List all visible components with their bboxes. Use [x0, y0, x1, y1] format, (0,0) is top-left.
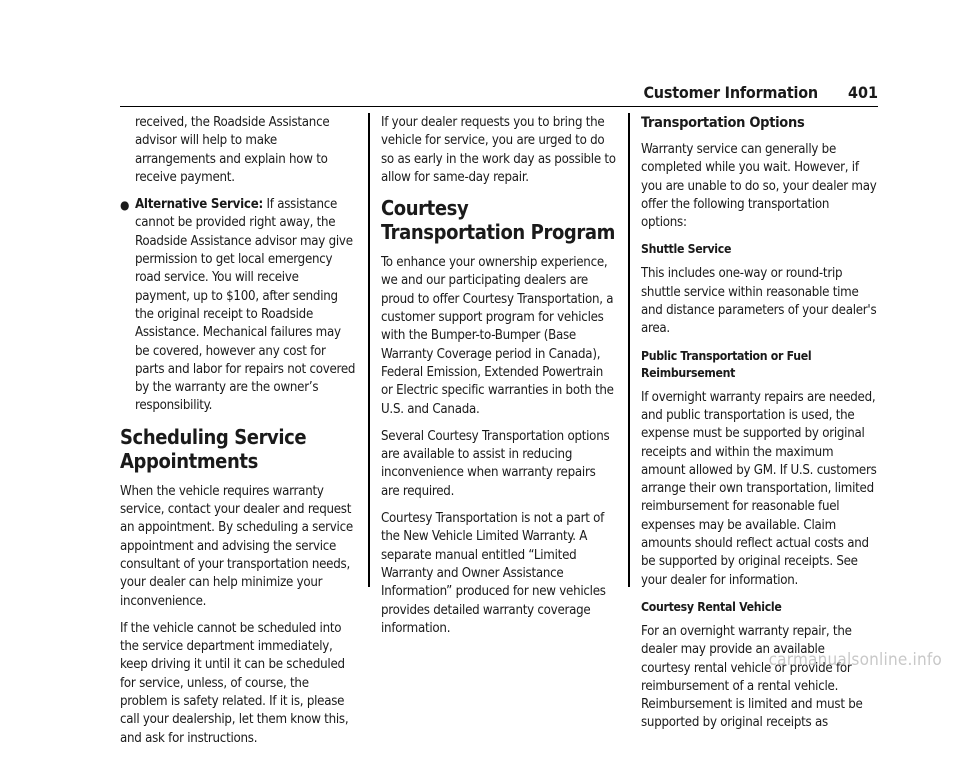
column-2 [381, 114, 617, 647]
bullet-icon: ● [120, 198, 130, 213]
courtesy-paragraph-1: To enhance your ownership experience, we and our participating dealers are proud to offer Courtesy Transportation, a customer support program for vehicles with the Bumper-to-Bumper (Base Warranty Coverage period in Canada), Federal Emission, Extended Powertrain or Electric specific warranties in both the U.S. and Canada. [381, 255, 614, 417]
same-day-paragraph: If your dealer requests you to bring the vehicle for service, you are urged to do so as early in the work day as possible to allow for same-day repair. [381, 115, 616, 185]
page-number: 401 [847, 83, 878, 102]
public-transport-subheading: Public Transportation or Fuel Reimbursement [641, 348, 812, 380]
scheduling-paragraph-1: When the vehicle requires warranty service, contact your dealer and request an appointment. By scheduling a service appointment and advising the service consultant of your transportation needs, your dealer can help minimize your inconvenience. [120, 483, 353, 609]
scheduling-heading: Scheduling Service Appointments [120, 424, 307, 473]
page-header [120, 80, 878, 107]
scheduling-paragraph-2: If the vehicle cannot be scheduled into the service department immediately, keep driving it until it can be scheduled for service, unless, of course, the problem is safety related. If it is, please call your dealership, let them know this, and ask for instructions. [120, 620, 349, 746]
bullet-label: Alternative Service: [135, 197, 263, 213]
transportation-paragraph-1: Warranty service can generally be completed while you wait. However, if you are unable to do so, your dealer may offer the following transportation options: [641, 142, 877, 231]
rental-vehicle-subheading: Courtesy Rental Vehicle [641, 599, 782, 614]
column-3 [641, 114, 877, 742]
column-divider-2 [628, 113, 630, 587]
courtesy-heading: Courtesy Transportation Program [381, 196, 615, 245]
courtesy-paragraph-2: Several Courtesy Transportation options are available to assist in reducing inconvenience when warranty repairs are required. [381, 428, 610, 499]
column-1 [120, 114, 356, 757]
watermark: carmanualsonline.info [768, 650, 942, 670]
shuttle-service-paragraph: This includes one-way or round-trip shuttle service within reasonable time and distance parameters of your dealer's area. [641, 266, 877, 337]
rental-vehicle-paragraph: For an overnight warranty repair, the dealer may provide an available courtesy rental vehicle or provide for reimbursement of a rental vehicle. Reimbursement is limited and must be supported by original receipts as [641, 623, 863, 731]
bullet-text: If assistance cannot be provided right away, the Roadside Assistance advisor may give permission to get local emergency road service. You will receive payment, up to $100, after sending the original receipt to Roadside Assistance. Mechanical failures may be covered, however any cost for parts and labor for repairs not covered by the warranty are the owner’s responsibility. [135, 197, 356, 414]
header-title: Customer Information [643, 83, 818, 102]
transportation-options-heading: Transportation Options [641, 115, 805, 131]
roadside-intro-paragraph: received, the Roadside Assistance advisor will help to make arrangements and explain how to receive payment. [135, 115, 330, 185]
column-divider-1 [368, 113, 370, 587]
courtesy-paragraph-3: Courtesy Transportation is not a part of the New Vehicle Limited Warranty. A separate manual entitled “Limited Warranty and Owner Assistance Information” produced for new vehicles provides detailed warranty coverage information. [381, 511, 606, 636]
alternative-service-bullet [120, 196, 356, 416]
shuttle-service-subheading: Shuttle Service [641, 242, 732, 257]
public-transport-paragraph: If overnight warranty repairs are needed, and public transportation is used, the expense must be supported by original receipts and within the maximum amount allowed by GM. If U.S. customers arrange their own transportation, limited reimbursement for reasonable fuel expenses may be available. Claim amounts should reflect actual costs and be supported by original receipts. See your dealer for information. [641, 389, 877, 588]
